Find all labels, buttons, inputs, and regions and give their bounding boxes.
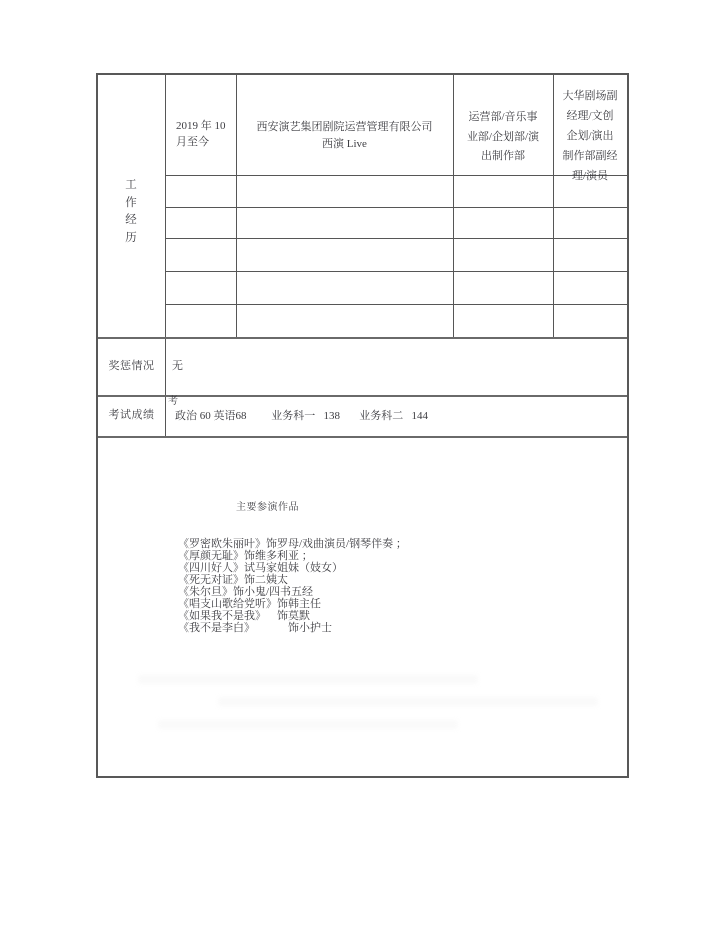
rewards-label: 奖惩情况: [108, 359, 155, 372]
grid-line-row2: [165, 207, 627, 208]
performance-item: 《厚颜无耻》饰维多利亚 ；: [178, 550, 313, 562]
rewards-value: 无: [172, 359, 183, 372]
work-department-cell: [453, 108, 553, 167]
grid-line-col1: [165, 75, 166, 337]
section-line-exam-bottom: [98, 436, 627, 438]
performance-item: 《四川好人》试马家姐妹（妓女）: [178, 562, 343, 574]
text-line: 大华剧场副: [562, 90, 618, 102]
text-line: 西演 Live: [322, 137, 367, 150]
text-line: 出制作部: [481, 150, 525, 162]
performance-item: 《如果我不是我》 饰莫默: [178, 610, 310, 622]
text-line: 理/演员: [571, 170, 609, 182]
scan-bleed-artifact: [158, 720, 458, 729]
vertical-label-char: 经: [125, 214, 138, 226]
grid-line-row3: [165, 238, 627, 239]
grid-line-row5: [165, 304, 627, 305]
performance-item: 《死无对证》饰二姨太: [178, 574, 288, 586]
performance-item: 《罗密欧朱丽叶》饰罗母/戏曲演员/钢琴伴奏 ；: [178, 538, 407, 550]
performance-item: 《我不是李白》 饰小护士: [178, 622, 332, 634]
text-line: 企划/演出: [566, 130, 614, 142]
exam-stray-char: 考: [168, 396, 178, 407]
work-history-label: [98, 177, 165, 247]
text-line: 制作部副经: [562, 150, 618, 162]
grid-line-row4: [165, 271, 627, 272]
work-period-cell: [176, 118, 226, 150]
grid-line-col2: [236, 75, 237, 337]
vertical-label-char: 作: [125, 196, 138, 209]
grid-line-label-col: [165, 337, 166, 436]
performance-item: 《唱支山歌给党听》饰韩主任: [178, 598, 321, 610]
performances-title: 主要参演作品: [236, 502, 299, 513]
performances-list: [178, 538, 407, 634]
performance-item: 《朱尔旦》饰小鬼/四书五经: [178, 586, 314, 598]
vertical-label-char: 工: [125, 179, 138, 191]
text-line: 2019 年 10: [176, 120, 226, 132]
text-line: 经理/文创: [566, 110, 614, 122]
scan-bleed-artifact: [218, 697, 598, 706]
work-company-cell: [236, 119, 453, 152]
text-line: 西安演艺集团剧院运营管理有限公司: [256, 121, 433, 133]
work-position-cell: [553, 86, 627, 186]
text-line: 业部/企划部/演: [466, 130, 540, 143]
resume-table: [96, 73, 629, 778]
text-line: 运营部/音乐事: [468, 111, 538, 123]
vertical-label-char: 历: [125, 231, 138, 244]
text-line: 月至今: [176, 136, 209, 148]
scan-bleed-artifact: [138, 675, 478, 684]
exam-scores: 政治 60 英语68 业务科一 138 业务科二 144: [175, 410, 428, 422]
exam-label: 考试成绩: [108, 409, 155, 422]
